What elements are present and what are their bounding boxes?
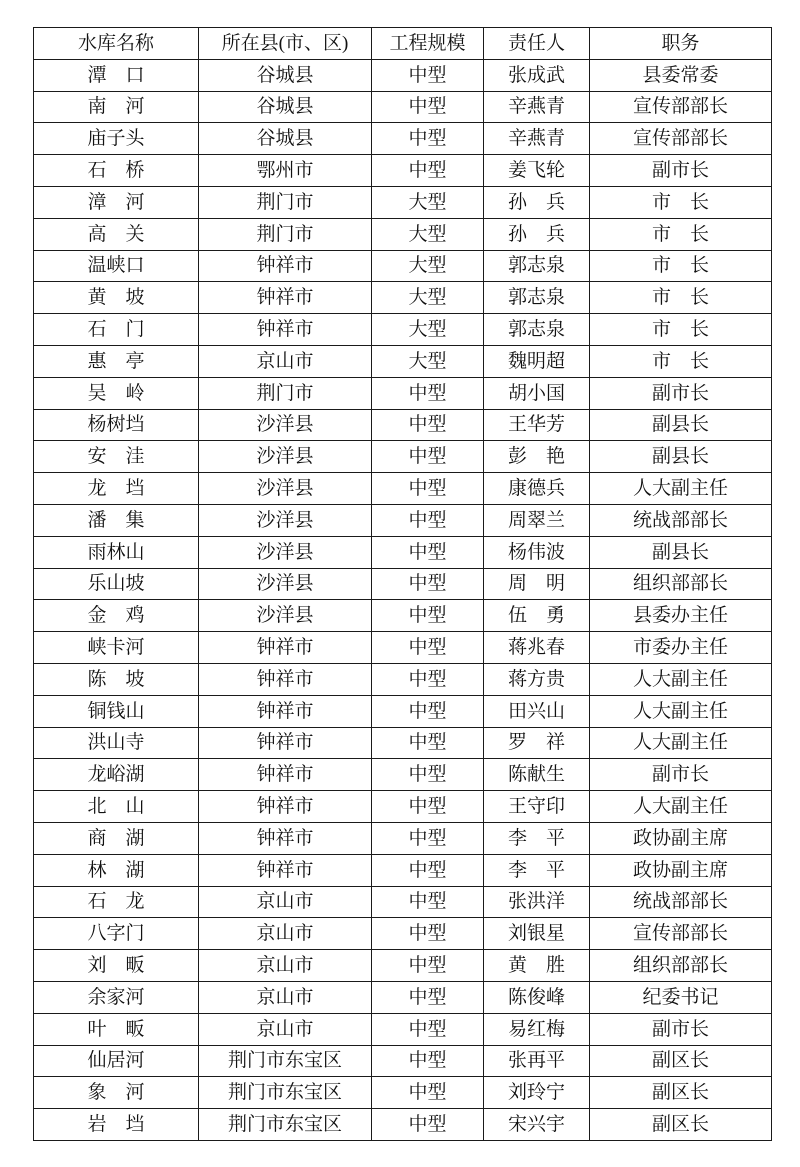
project-scale-cell: 中型 — [372, 91, 484, 123]
reservoir-name-cell: 雨林山 — [34, 536, 199, 568]
table-row — [34, 981, 772, 1013]
responsible-person-cell: 辛燕青 — [484, 91, 590, 123]
responsible-person-cell: 郭志泉 — [484, 282, 590, 314]
project-scale-cell: 中型 — [372, 59, 484, 91]
responsible-person-cell: 李 平 — [484, 854, 590, 886]
responsible-person-cell: 蒋方贵 — [484, 663, 590, 695]
position-cell: 副市长 — [590, 377, 772, 409]
project-scale-cell: 大型 — [372, 314, 484, 346]
position-cell: 副区长 — [590, 1109, 772, 1141]
position-cell: 县委常委 — [590, 59, 772, 91]
reservoir-name-cell: 余家河 — [34, 981, 199, 1013]
table-row — [34, 950, 772, 982]
project-scale-cell: 中型 — [372, 981, 484, 1013]
reservoir-name-cell: 林 湖 — [34, 854, 199, 886]
position-cell: 县委办主任 — [590, 600, 772, 632]
reservoir-name-cell: 南 河 — [34, 91, 199, 123]
project-scale-cell: 中型 — [372, 1109, 484, 1141]
reservoir-name-cell: 龙峪湖 — [34, 759, 199, 791]
county-cell: 京山市 — [199, 950, 372, 982]
table-row — [34, 504, 772, 536]
responsible-person-cell: 彭 艳 — [484, 441, 590, 473]
project-scale-cell: 中型 — [372, 886, 484, 918]
reservoir-name-cell: 黄 坡 — [34, 282, 199, 314]
table-row — [34, 314, 772, 346]
county-cell: 钟祥市 — [199, 759, 372, 791]
position-cell: 市 长 — [590, 314, 772, 346]
reservoir-name-cell: 潭 口 — [34, 59, 199, 91]
responsible-person-cell: 李 平 — [484, 822, 590, 854]
reservoir-name-cell: 潘 集 — [34, 504, 199, 536]
responsible-person-cell: 张再平 — [484, 1045, 590, 1077]
table-row — [34, 345, 772, 377]
project-scale-cell: 中型 — [372, 504, 484, 536]
table-row — [34, 632, 772, 664]
reservoir-name-cell: 石 桥 — [34, 155, 199, 187]
position-cell: 副县长 — [590, 409, 772, 441]
county-cell: 京山市 — [199, 345, 372, 377]
county-cell: 钟祥市 — [199, 250, 372, 282]
responsible-person-cell: 陈献生 — [484, 759, 590, 791]
project-scale-cell: 大型 — [372, 282, 484, 314]
table-row — [34, 1077, 772, 1109]
reservoir-responsibility-table — [33, 27, 772, 1141]
table-row — [34, 250, 772, 282]
responsible-person-cell: 胡小国 — [484, 377, 590, 409]
reservoir-name-cell: 温峡口 — [34, 250, 199, 282]
project-scale-cell: 中型 — [372, 727, 484, 759]
reservoir-name-cell: 商 湖 — [34, 822, 199, 854]
county-cell: 沙洋县 — [199, 536, 372, 568]
header-reservoir-name: 水库名称 — [34, 28, 199, 60]
table-row — [34, 91, 772, 123]
project-scale-cell: 中型 — [372, 409, 484, 441]
table-row — [34, 791, 772, 823]
table-row — [34, 600, 772, 632]
reservoir-name-cell: 龙 垱 — [34, 473, 199, 505]
position-cell: 人大副主任 — [590, 473, 772, 505]
reservoir-name-cell: 叶 畈 — [34, 1013, 199, 1045]
county-cell: 京山市 — [199, 981, 372, 1013]
project-scale-cell: 大型 — [372, 186, 484, 218]
county-cell: 沙洋县 — [199, 473, 372, 505]
project-scale-cell: 中型 — [372, 854, 484, 886]
reservoir-name-cell: 刘 畈 — [34, 950, 199, 982]
responsible-person-cell: 黄 胜 — [484, 950, 590, 982]
position-cell: 政协副主席 — [590, 854, 772, 886]
responsible-person-cell: 孙 兵 — [484, 186, 590, 218]
county-cell: 荆门市 — [199, 377, 372, 409]
table-row — [34, 441, 772, 473]
position-cell: 宣传部部长 — [590, 918, 772, 950]
responsible-person-cell: 罗 祥 — [484, 727, 590, 759]
table-row — [34, 1109, 772, 1141]
reservoir-name-cell: 铜钱山 — [34, 695, 199, 727]
position-cell: 副市长 — [590, 1013, 772, 1045]
county-cell: 荆门市东宝区 — [199, 1045, 372, 1077]
responsible-person-cell: 张成武 — [484, 59, 590, 91]
reservoir-name-cell: 八字门 — [34, 918, 199, 950]
project-scale-cell: 中型 — [372, 1045, 484, 1077]
position-cell: 副县长 — [590, 536, 772, 568]
reservoir-name-cell: 仙居河 — [34, 1045, 199, 1077]
position-cell: 人大副主任 — [590, 727, 772, 759]
project-scale-cell: 中型 — [372, 1077, 484, 1109]
project-scale-cell: 中型 — [372, 155, 484, 187]
responsible-person-cell: 田兴山 — [484, 695, 590, 727]
county-cell: 沙洋县 — [199, 504, 372, 536]
position-cell: 宣传部部长 — [590, 91, 772, 123]
table-row — [34, 186, 772, 218]
position-cell: 政协副主席 — [590, 822, 772, 854]
project-scale-cell: 中型 — [372, 695, 484, 727]
responsible-person-cell: 杨伟波 — [484, 536, 590, 568]
position-cell: 市 长 — [590, 218, 772, 250]
county-cell: 京山市 — [199, 886, 372, 918]
reservoir-name-cell: 高 关 — [34, 218, 199, 250]
county-cell: 钟祥市 — [199, 822, 372, 854]
table-row — [34, 123, 772, 155]
responsible-person-cell: 王华芳 — [484, 409, 590, 441]
position-cell: 人大副主任 — [590, 695, 772, 727]
position-cell: 统战部部长 — [590, 886, 772, 918]
reservoir-name-cell: 惠 亭 — [34, 345, 199, 377]
position-cell: 市 长 — [590, 186, 772, 218]
project-scale-cell: 中型 — [372, 536, 484, 568]
county-cell: 钟祥市 — [199, 663, 372, 695]
position-cell: 副县长 — [590, 441, 772, 473]
position-cell: 市委办主任 — [590, 632, 772, 664]
header-county: 所在县(市、区) — [199, 28, 372, 60]
project-scale-cell: 中型 — [372, 377, 484, 409]
reservoir-name-cell: 金 鸡 — [34, 600, 199, 632]
county-cell: 京山市 — [199, 1013, 372, 1045]
project-scale-cell: 中型 — [372, 123, 484, 155]
table-header-row — [34, 28, 772, 60]
reservoir-name-cell: 吴 岭 — [34, 377, 199, 409]
county-cell: 钟祥市 — [199, 791, 372, 823]
county-cell: 沙洋县 — [199, 441, 372, 473]
position-cell: 统战部部长 — [590, 504, 772, 536]
table-row — [34, 822, 772, 854]
responsible-person-cell: 周翠兰 — [484, 504, 590, 536]
county-cell: 京山市 — [199, 918, 372, 950]
reservoir-name-cell: 杨树垱 — [34, 409, 199, 441]
county-cell: 沙洋县 — [199, 600, 372, 632]
responsible-person-cell: 周 明 — [484, 568, 590, 600]
responsible-person-cell: 刘玲宁 — [484, 1077, 590, 1109]
position-cell: 宣传部部长 — [590, 123, 772, 155]
project-scale-cell: 大型 — [372, 345, 484, 377]
county-cell: 荆门市 — [199, 186, 372, 218]
county-cell: 谷城县 — [199, 91, 372, 123]
county-cell: 谷城县 — [199, 123, 372, 155]
table-row — [34, 409, 772, 441]
header-position: 职务 — [590, 28, 772, 60]
position-cell: 副区长 — [590, 1045, 772, 1077]
table-row — [34, 568, 772, 600]
responsible-person-cell: 辛燕青 — [484, 123, 590, 155]
table-row — [34, 918, 772, 950]
table-row — [34, 1045, 772, 1077]
project-scale-cell: 中型 — [372, 473, 484, 505]
position-cell: 市 长 — [590, 282, 772, 314]
table-body — [34, 59, 772, 1140]
county-cell: 沙洋县 — [199, 568, 372, 600]
project-scale-cell: 中型 — [372, 791, 484, 823]
table-row — [34, 759, 772, 791]
position-cell: 组织部部长 — [590, 950, 772, 982]
reservoir-name-cell: 北 山 — [34, 791, 199, 823]
reservoir-name-cell: 陈 坡 — [34, 663, 199, 695]
county-cell: 荆门市 — [199, 218, 372, 250]
responsible-person-cell: 孙 兵 — [484, 218, 590, 250]
county-cell: 荆门市东宝区 — [199, 1109, 372, 1141]
table-row — [34, 282, 772, 314]
position-cell: 副区长 — [590, 1077, 772, 1109]
header-responsible-person: 责任人 — [484, 28, 590, 60]
table-row — [34, 695, 772, 727]
responsible-person-cell: 易红梅 — [484, 1013, 590, 1045]
responsible-person-cell: 刘银星 — [484, 918, 590, 950]
project-scale-cell: 大型 — [372, 218, 484, 250]
responsible-person-cell: 郭志泉 — [484, 314, 590, 346]
county-cell: 钟祥市 — [199, 282, 372, 314]
responsible-person-cell: 魏明超 — [484, 345, 590, 377]
responsible-person-cell: 康德兵 — [484, 473, 590, 505]
reservoir-name-cell: 象 河 — [34, 1077, 199, 1109]
project-scale-cell: 中型 — [372, 950, 484, 982]
position-cell: 市 长 — [590, 250, 772, 282]
county-cell: 荆门市东宝区 — [199, 1077, 372, 1109]
responsible-person-cell: 张洪洋 — [484, 886, 590, 918]
position-cell: 纪委书记 — [590, 981, 772, 1013]
table-row — [34, 59, 772, 91]
project-scale-cell: 中型 — [372, 632, 484, 664]
responsible-person-cell: 蒋兆春 — [484, 632, 590, 664]
reservoir-name-cell: 庙子头 — [34, 123, 199, 155]
responsible-person-cell: 陈俊峰 — [484, 981, 590, 1013]
table-row — [34, 536, 772, 568]
reservoir-name-cell: 乐山坡 — [34, 568, 199, 600]
table-row — [34, 854, 772, 886]
reservoir-name-cell: 峡卡河 — [34, 632, 199, 664]
table-row — [34, 1013, 772, 1045]
project-scale-cell: 中型 — [372, 441, 484, 473]
position-cell: 副市长 — [590, 759, 772, 791]
project-scale-cell: 中型 — [372, 822, 484, 854]
county-cell: 鄂州市 — [199, 155, 372, 187]
project-scale-cell: 中型 — [372, 568, 484, 600]
header-project-scale: 工程规模 — [372, 28, 484, 60]
responsible-person-cell: 宋兴宇 — [484, 1109, 590, 1141]
position-cell: 人大副主任 — [590, 791, 772, 823]
responsible-person-cell: 王守印 — [484, 791, 590, 823]
reservoir-name-cell: 石 门 — [34, 314, 199, 346]
position-cell: 市 长 — [590, 345, 772, 377]
project-scale-cell: 中型 — [372, 600, 484, 632]
table-row — [34, 377, 772, 409]
county-cell: 钟祥市 — [199, 314, 372, 346]
county-cell: 钟祥市 — [199, 727, 372, 759]
responsible-person-cell: 伍 勇 — [484, 600, 590, 632]
county-cell: 钟祥市 — [199, 695, 372, 727]
table-row — [34, 663, 772, 695]
county-cell: 沙洋县 — [199, 409, 372, 441]
table-row — [34, 155, 772, 187]
table-row — [34, 727, 772, 759]
county-cell: 谷城县 — [199, 59, 372, 91]
position-cell: 人大副主任 — [590, 663, 772, 695]
county-cell: 钟祥市 — [199, 854, 372, 886]
table-row — [34, 218, 772, 250]
reservoir-name-cell: 岩 垱 — [34, 1109, 199, 1141]
reservoir-name-cell: 漳 河 — [34, 186, 199, 218]
table-row — [34, 473, 772, 505]
responsible-person-cell: 姜飞轮 — [484, 155, 590, 187]
county-cell: 钟祥市 — [199, 632, 372, 664]
project-scale-cell: 中型 — [372, 663, 484, 695]
position-cell: 副市长 — [590, 155, 772, 187]
responsible-person-cell: 郭志泉 — [484, 250, 590, 282]
reservoir-name-cell: 安 洼 — [34, 441, 199, 473]
position-cell: 组织部部长 — [590, 568, 772, 600]
project-scale-cell: 中型 — [372, 1013, 484, 1045]
project-scale-cell: 大型 — [372, 250, 484, 282]
reservoir-name-cell: 洪山寺 — [34, 727, 199, 759]
project-scale-cell: 中型 — [372, 759, 484, 791]
project-scale-cell: 中型 — [372, 918, 484, 950]
table-row — [34, 886, 772, 918]
reservoir-name-cell: 石 龙 — [34, 886, 199, 918]
